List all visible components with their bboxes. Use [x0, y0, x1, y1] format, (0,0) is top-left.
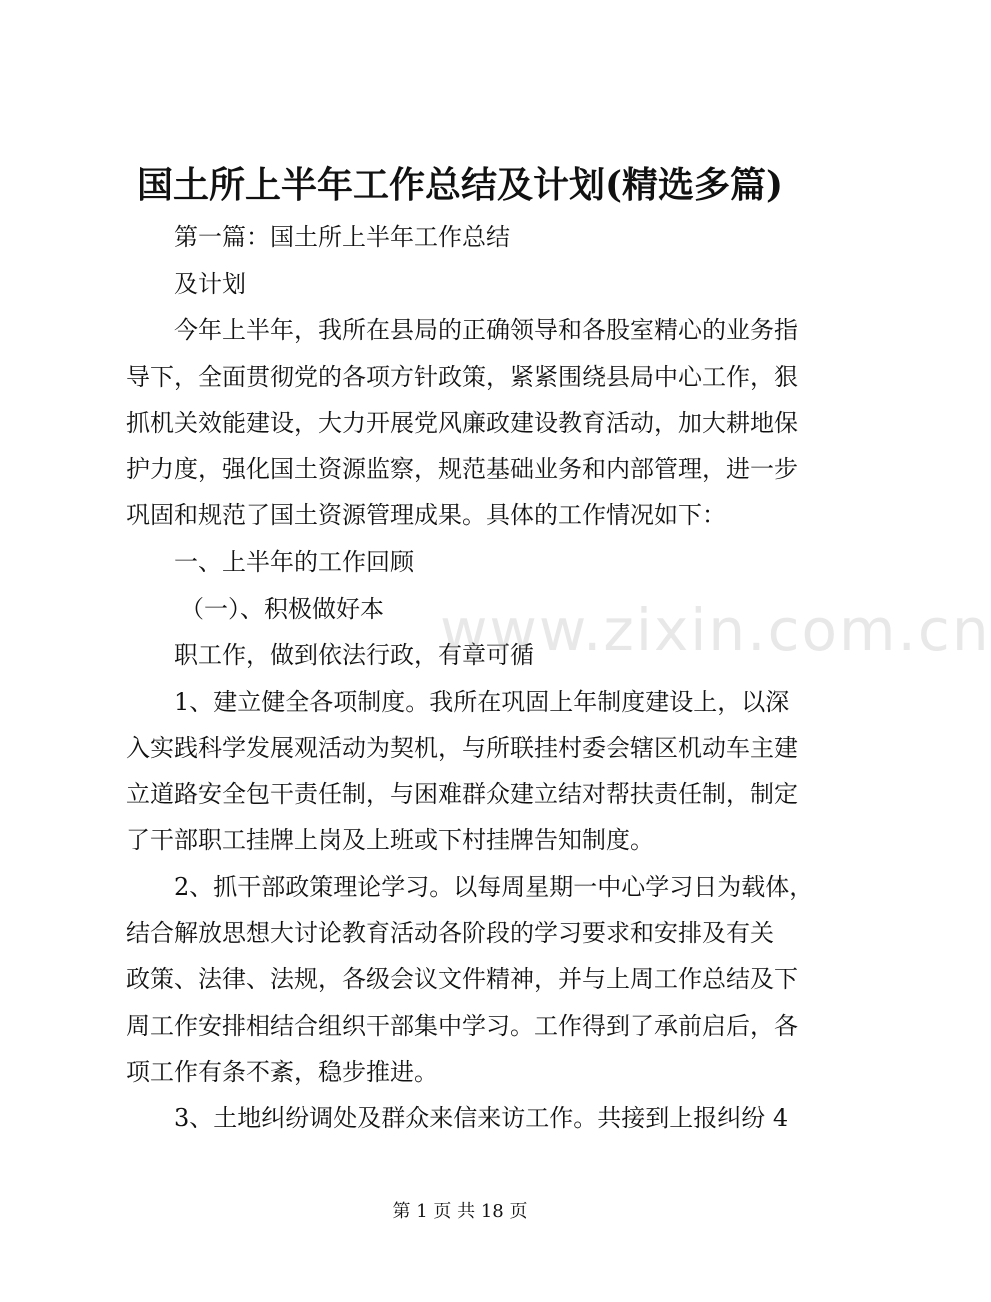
paragraph-line: 抓机关效能建设，大力开展党风廉政建设教育活动，加大耕地保 — [126, 409, 798, 437]
paragraph-line: 政策、法律、法规，各级会议文件精神，并与上周工作总结及下 — [126, 965, 798, 993]
paragraph-line: 导下，全面贯彻党的各项方针政策，紧紧围绕县局中心工作，狠 — [126, 363, 798, 391]
paragraph-line: 入实践科学发展观活动为契机，与所联挂村委会辖区机动车主建 — [126, 734, 798, 762]
paragraph-line: 周工作安排相结合组织干部集中学习。工作得到了承前启后，各 — [126, 1012, 798, 1040]
paragraph-line: 3、土地纠纷调处及群众来信来访工作。共接到上报纠纷 4 — [174, 1104, 789, 1132]
paragraph-line: 1、建立健全各项制度。我所在巩固上年制度建设上，以深 — [174, 688, 790, 716]
subsection-heading-2: （一）、积极做好本 — [180, 595, 384, 623]
paragraph-line: 项工作有条不紊，稳步推进。 — [126, 1058, 438, 1086]
paragraph-line: 了干部职工挂牌上岗及上班或下村挂牌告知制度。 — [126, 826, 654, 854]
paragraph-line: 立道路安全包干责任制，与困难群众建立结对帮扶责任制，制定 — [126, 780, 798, 808]
section-heading-1: 第一篇：国土所上半年工作总结 — [174, 223, 510, 251]
subsection-heading-2-continued: 职工作，做到依法行政，有章可循 — [174, 641, 534, 669]
page-footer: 第 1 页 共 18 页 — [392, 1201, 528, 1222]
paragraph-line: 2、抓干部政策理论学习。以每周星期一中心学习日为载体， — [174, 873, 814, 901]
paragraph-line: 护力度，强化国土资源监察，规范基础业务和内部管理，进一步 — [126, 455, 798, 483]
watermark: www.zixin.com.cn — [440, 596, 991, 664]
paragraph-line: 结合解放思想大讨论教育活动各阶段的学习要求和安排及有关 — [126, 919, 774, 947]
paragraph-line: 巩固和规范了国土资源管理成果。具体的工作情况如下： — [126, 501, 726, 529]
paragraph-line: 今年上半年，我所在县局的正确领导和各股室精心的业务指 — [174, 316, 798, 344]
document-title: 国土所上半年工作总结及计划(精选多篇) — [136, 164, 784, 206]
subsection-heading: 一、上半年的工作回顾 — [174, 548, 414, 576]
section-heading-1-continued: 及计划 — [174, 270, 246, 298]
